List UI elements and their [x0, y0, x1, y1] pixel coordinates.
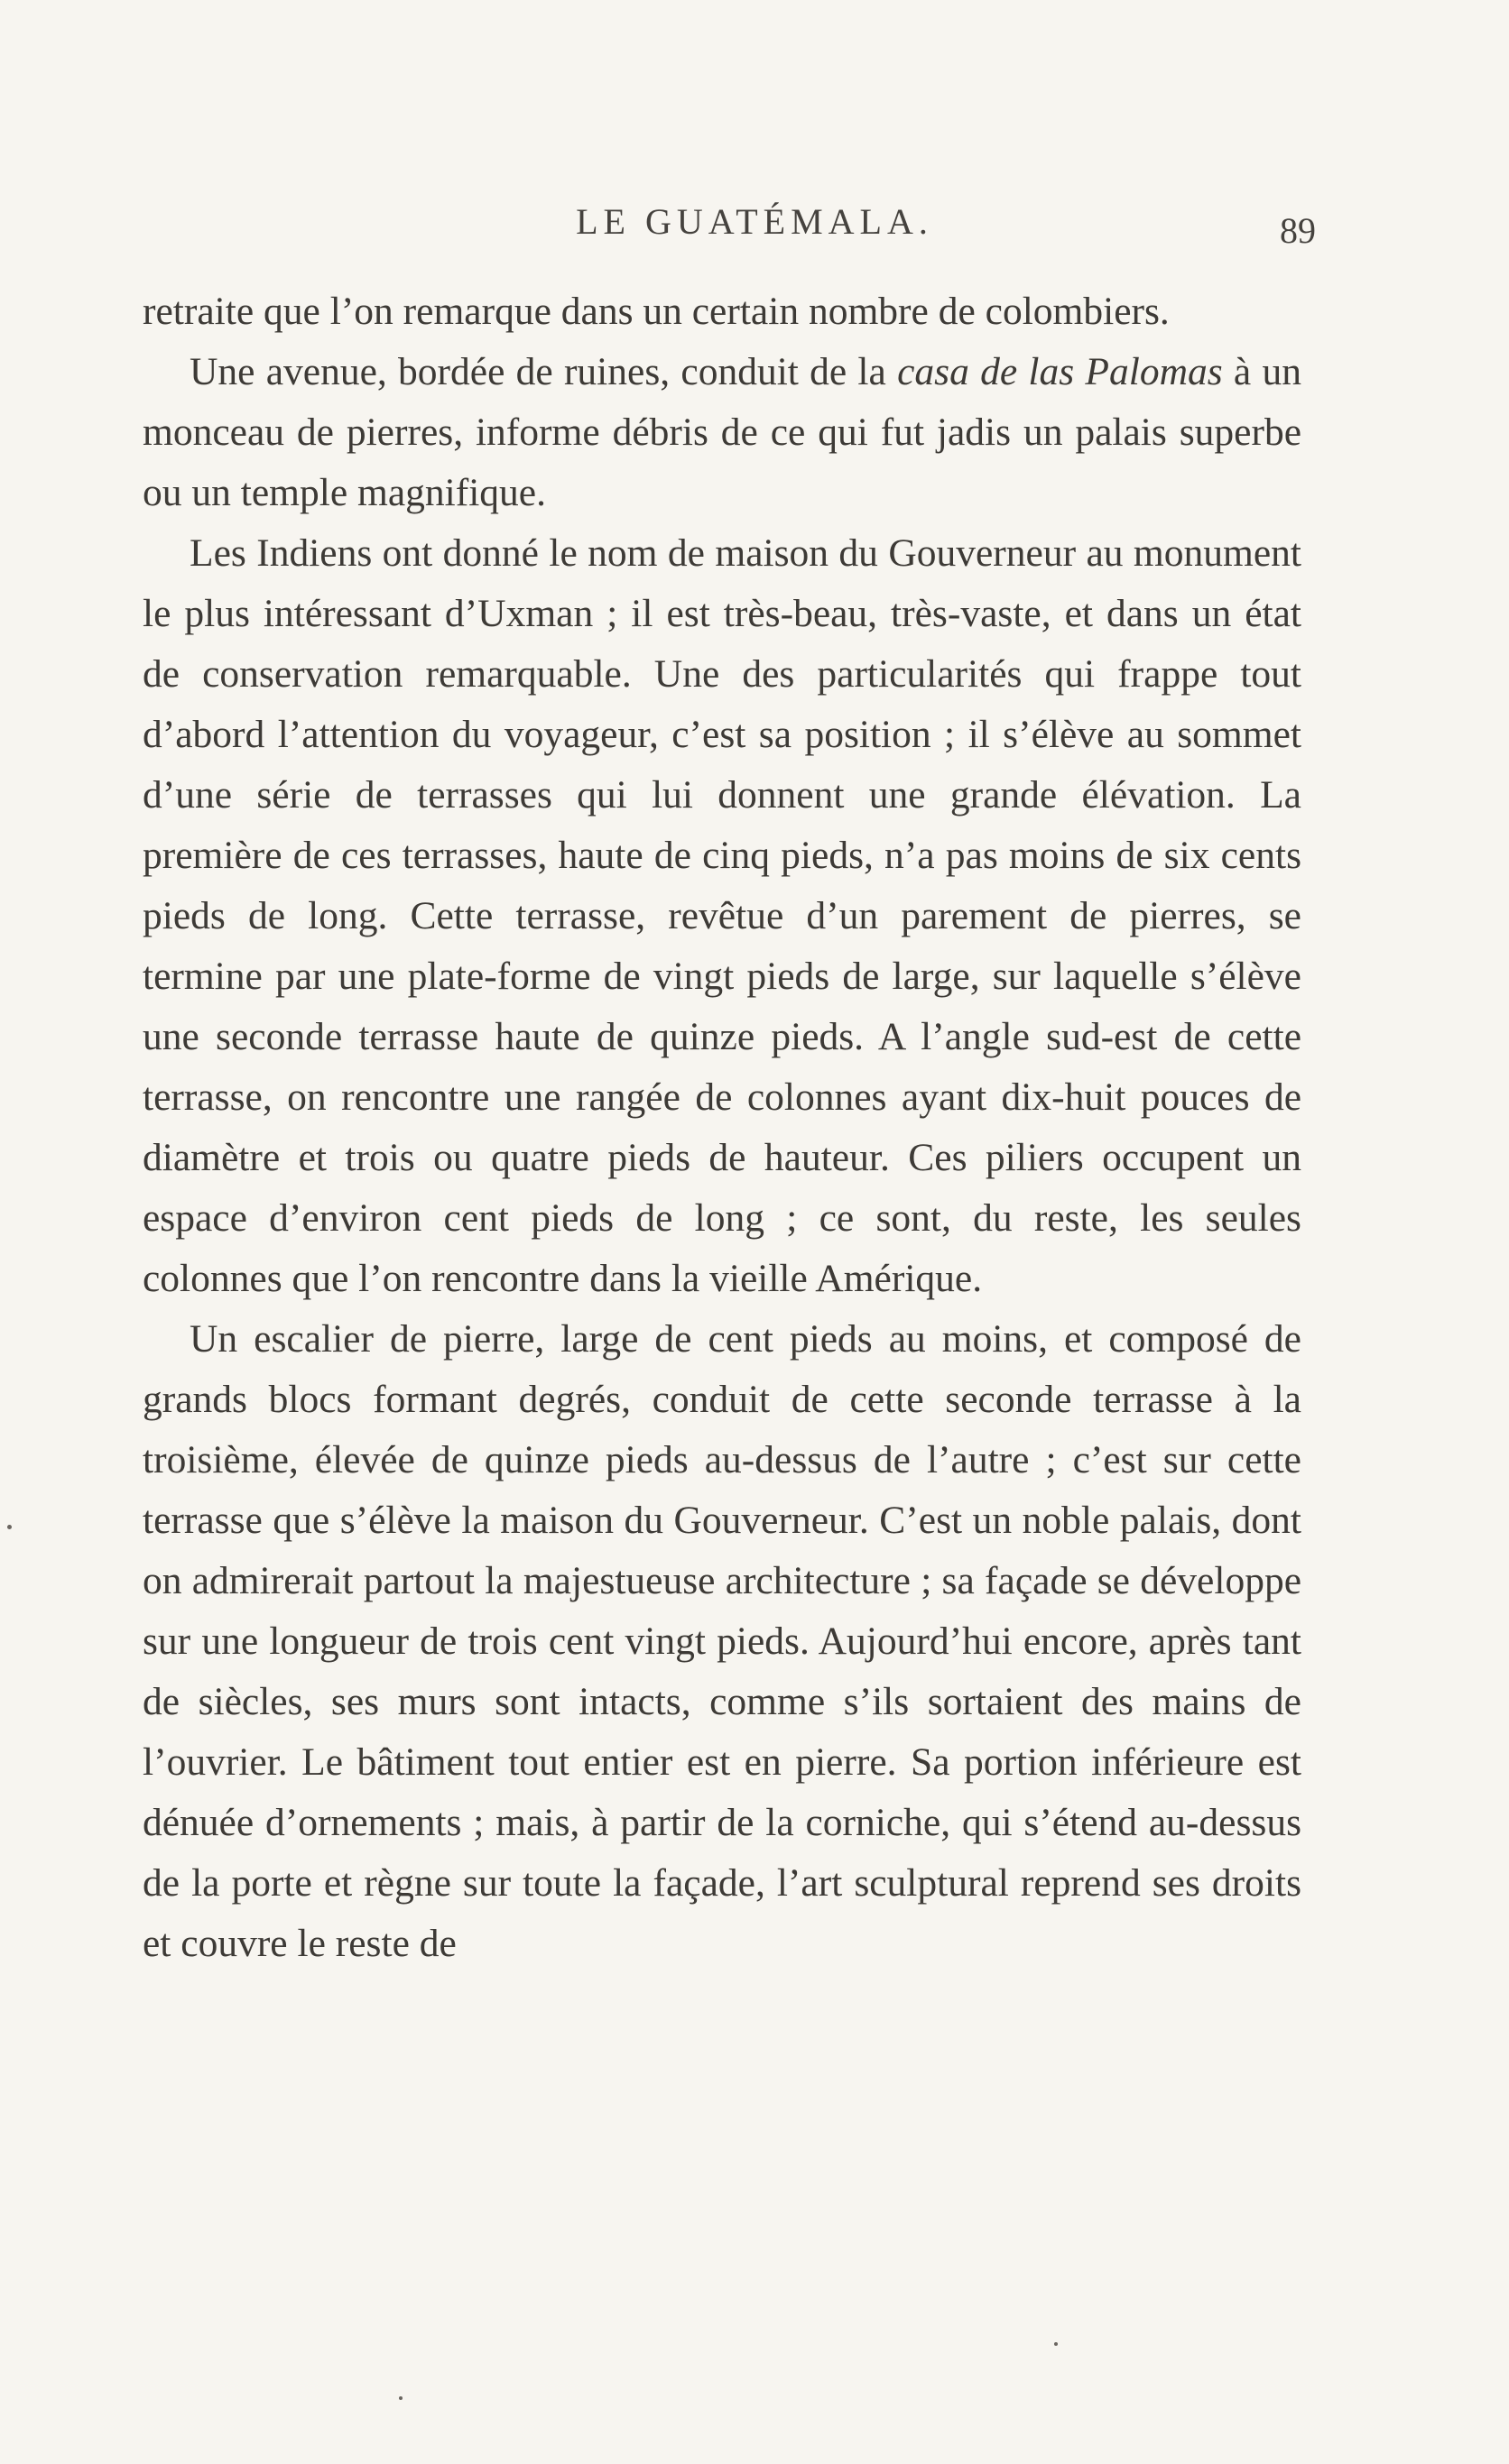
- paper-speck: [399, 2396, 403, 2400]
- paper-speck: [1054, 2342, 1058, 2346]
- place-name-italic: casa de las Palomas: [897, 350, 1223, 393]
- paragraph-2-end: à un monceau de pierres, informe débris de ce qui fut jadis un palais superbe ou un temple magnifique.: [143, 350, 1301, 514]
- paragraph-2: [143, 342, 1301, 523]
- paragraph-4: Un escalier de pierre, large de cent pieds au moins, et composé de grands blocs formant degrés, conduit de cette seconde terrasse à la troisième, élevée de quinze pieds au-dessus de l’autre ; c’est sur cette terrasse que s’élève la maison du Gouverneur. C’est un noble palais, dont on admirerait partout la majestueuse architecture ; sa façade se développe sur une longueur de trois cent vingt pieds. Aujourd’hui encore, après tant de siècles, ses murs sont intacts, comme s’ils sortaient des mains de l’ouvrier. Le bâtiment tout entier est en pierre. Sa portion inférieure est dénuée d’ornements ; mais, à partir de la corniche, qui s’étend au-dessus de la porte et règne sur toute la façade, l’art sculptural reprend ses droits et couvre le reste de: [143, 1317, 1301, 1965]
- page-number: 89: [1280, 210, 1316, 251]
- paragraph-2-start: Une avenue, bordée de ruines, conduit de la: [190, 350, 898, 393]
- paragraph-1: retraite que l’on remarque dans un certain nombre de colombiers.: [143, 290, 1170, 333]
- body-text: [143, 281, 1301, 1974]
- running-title: LE GUATÉMALA.: [576, 201, 933, 242]
- paragraph-3: Les Indiens ont donné le nom de maison du Gouverneur au monument le plus intéressant d’Uxman ; il est très-beau, très-vaste, et dans un état de conservation remarquable. Une des particularités qui frappe tout d’abord l’attention du voyageur, c’est sa position ; il s’élève au sommet d’une série de terrasses qui lui donnent une grande élévation. La première de ces terrasses, haute de cinq pieds, n’a pas moins de six cents pieds de long. Cette terrasse, revêtue d’un parement de pierres, se termine par une plate-forme de vingt pieds de large, sur laquelle s’élève une seconde terrasse haute de quinze pieds. A l’angle sud-est de cette terrasse, on rencontre une rangée de colonnes ayant dix-huit pouces de diamètre et trois ou quatre pieds de hauteur. Ces piliers occupent un espace d’environ cent pieds de long ; ce sont, du reste, les seules colonnes que l’on rencontre dans la vieille Amérique.: [143, 531, 1301, 1300]
- paper-speck: [7, 1525, 12, 1529]
